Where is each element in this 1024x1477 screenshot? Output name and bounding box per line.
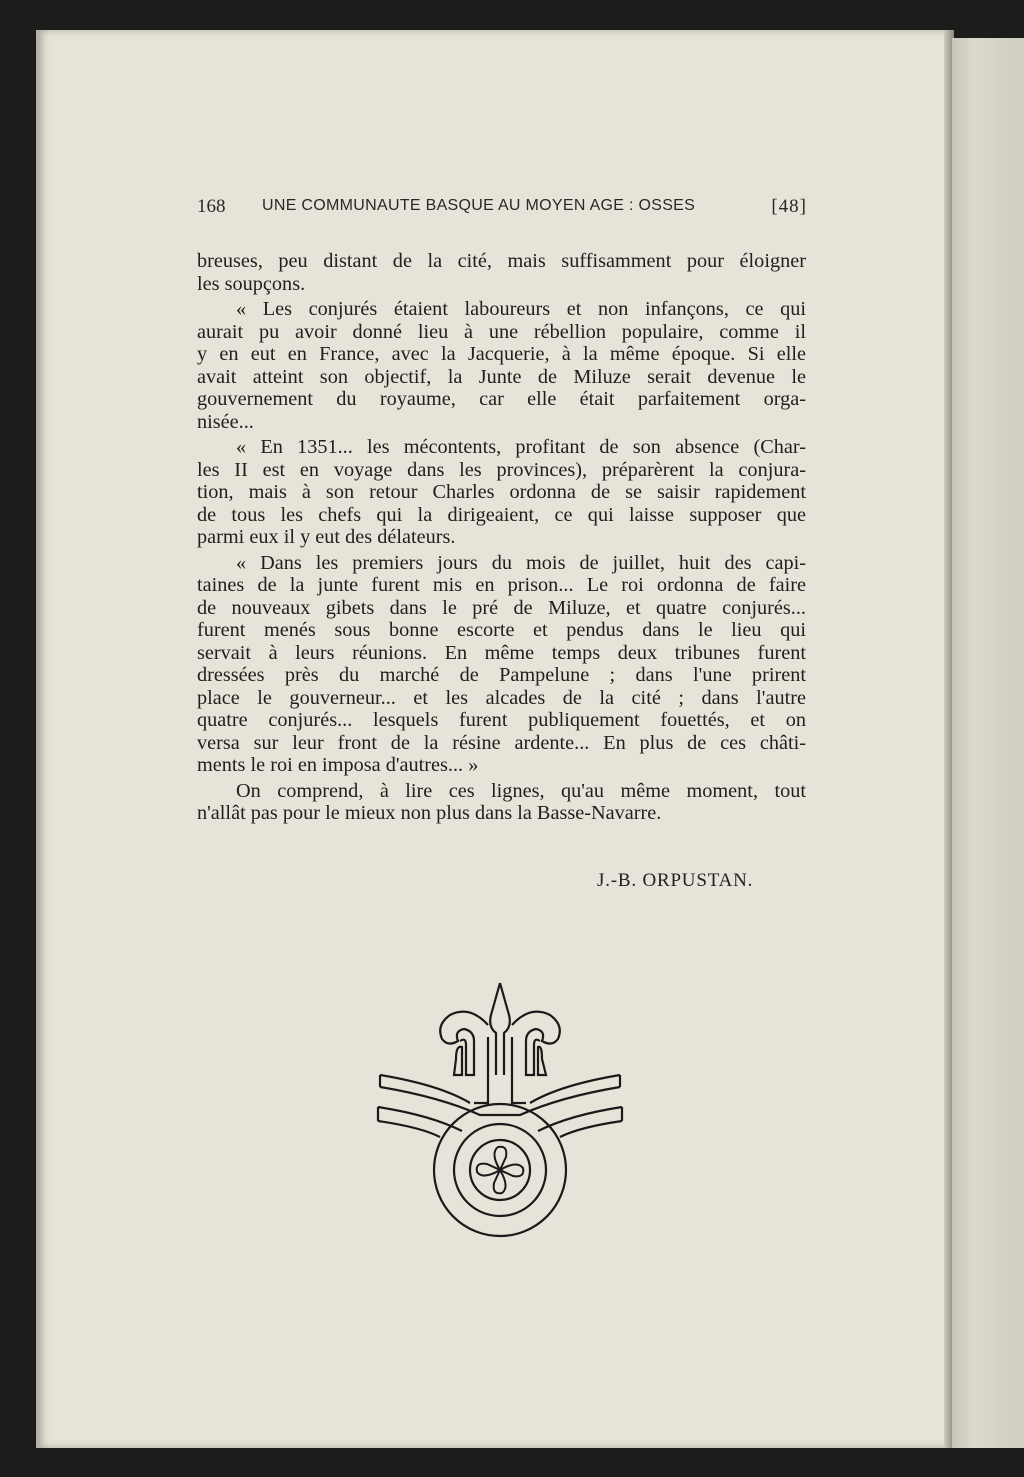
paragraph (197, 780, 806, 825)
text-line: taines de la junte furent mis en prison... Le roi ordonna de faire (197, 574, 806, 596)
text-line: tion, mais à son retour Charles ordonna de se saisir rapidement (197, 481, 806, 503)
text-line: les II est en voyage dans les provinces), préparèrent la conjura- (197, 458, 806, 481)
text-line: « Les conjurés étaient laboureurs et non infançons, ce qui (236, 298, 806, 320)
text-line: les soupçons. (197, 272, 306, 295)
running-title: UNE COMMUNAUTE BASQUE AU MOYEN AGE : OSSES (262, 197, 696, 214)
text-line: On comprend, à lire ces lignes, qu'au même moment, tout (236, 779, 806, 802)
running-header (197, 196, 807, 220)
text-line: avait atteint son objectif, la Junte de Miluze serait devenue le (197, 365, 806, 388)
text-line: y en eut en France, avec la Jacquerie, à la même époque. Si elle (197, 343, 806, 365)
author-signature: J.-B. ORPUSTAN. (597, 870, 754, 891)
paragraph (197, 552, 806, 777)
text-line: versa sur leur front de la résine ardente... En plus de ces châti- (197, 731, 806, 754)
text-line: parmi eux il y eut des délateurs. (197, 526, 456, 548)
text-line: place le gouverneur... et les alcades de la cité ; dans l'autre (197, 686, 806, 709)
text-line: « En 1351... les mécontents, profitant de son absence (Char- (236, 436, 806, 458)
text-line: aurait pu avoir donné lieu à une rébellion populaire, comme il (197, 320, 806, 343)
text-line: breuses, peu distant de la cité, mais suffisamment pour éloigner (197, 250, 806, 272)
body-text (197, 250, 806, 828)
paragraph (197, 298, 806, 433)
text-line: gouvernement du royaume, car elle était parfaitement orga- (197, 388, 806, 410)
text-line: furent menés sous bonne escorte et pendus dans le lieu qui (197, 619, 806, 641)
text-line: dressées près du marché de Pampelune ; dans l'une prirent (197, 664, 806, 686)
basque-emblem-illustration (370, 975, 630, 1245)
section-reference: [48] (771, 196, 807, 217)
text-line: de nouveaux gibets dans le pré de Miluze, et quatre conjurés... (197, 596, 806, 619)
text-line: de tous les chefs qui la dirigeaient, ce qui laisse supposer que (197, 503, 806, 526)
text-line: servait à leurs réunions. En même temps deux tribunes furent (197, 641, 806, 664)
text-line: ments le roi en imposa d'autres... » (197, 754, 479, 776)
text-line: n'allât pas pour le mieux non plus dans la Basse-Navarre. (197, 802, 662, 824)
text-line: nisée... (197, 410, 254, 433)
text-line: quatre conjurés... lesquels furent publiquement fouettés, et on (197, 709, 806, 731)
facing-page-edge (952, 38, 1024, 1448)
text-line: « Dans les premiers jours du mois de juillet, huit des capi- (236, 551, 806, 574)
paragraph (197, 436, 806, 549)
page-number: 168 (197, 196, 226, 217)
paragraph (197, 250, 806, 295)
